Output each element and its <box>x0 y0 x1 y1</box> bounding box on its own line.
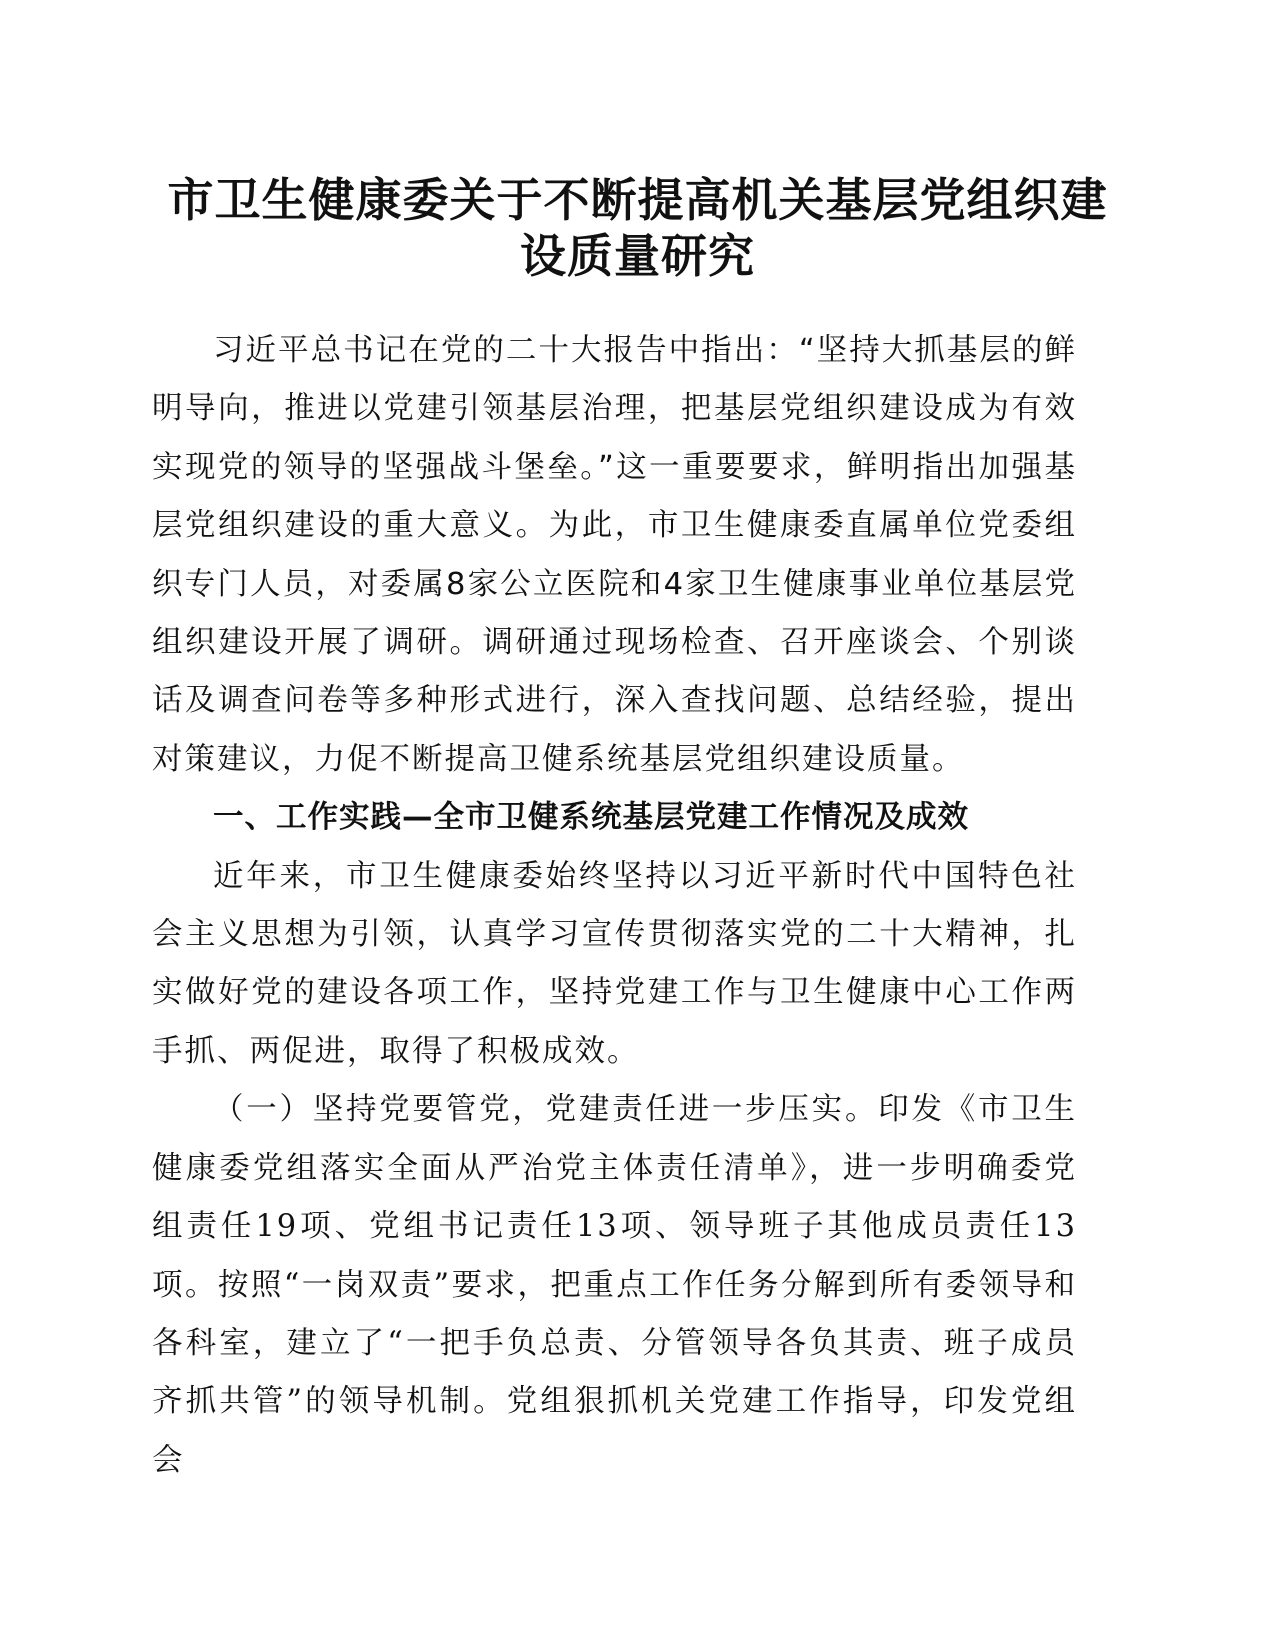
subsection-1-paragraph: （一）坚持党要管党，党建责任进一步压实。印发《市卫生健康委党组落实全面从严治党主体责任清单》，进一步明确委党组责任19项、党组书记责任13项、领导班子其他成员责任13项。按照“一岗双责”要求，把重点工作任务分解到所有委领导和各科室，建立了“一把手负总责、分管领导各负其责、班子成员齐抓共管”的领导机制。党组狠抓机关党建工作指导，印发党组会 <box>152 1092 1077 1478</box>
section-1-heading: 一、工作实践—全市卫健系统基层党建工作情况及成效 <box>213 800 969 836</box>
document-body <box>152 322 1077 1490</box>
document-title <box>150 172 1125 284</box>
title-line-1: 市卫生健康委关于不断提高机关基层党组织建 <box>167 173 1108 227</box>
title-line-2: 设质量研究 <box>520 229 755 283</box>
section-1-paragraph: 近年来，市卫生健康委始终坚持以习近平新时代中国特色社会主义思想为引领，认真学习宣传贯彻落实党的二十大精神，扎实做好党的建设各项工作，坚持党建工作与卫生健康中心工作两手抓、两促进，取得了积极成效。 <box>152 858 1077 1069</box>
intro-paragraph: 习近平总书记在党的二十大报告中指出：“坚持大抓基层的鲜明导向，推进以党建引领基层治理，把基层党组织建设成为有效实现党的领导的坚强战斗堡垒。”这一重要要求，鲜明指出加强基层党组织建设的重大意义。为此，市卫生健康委直属单位党委组织专门人员，对委属8家公立医院和4家卫生健康事业单位基层党组织建设开展了调研。调研通过现场检查、召开座谈会、个别谈话及调查问卷等多种形式进行，深入查找问题、总结经验，提出对策建议，力促不断提高卫健系统基层党组织建设质量。 <box>152 333 1077 777</box>
